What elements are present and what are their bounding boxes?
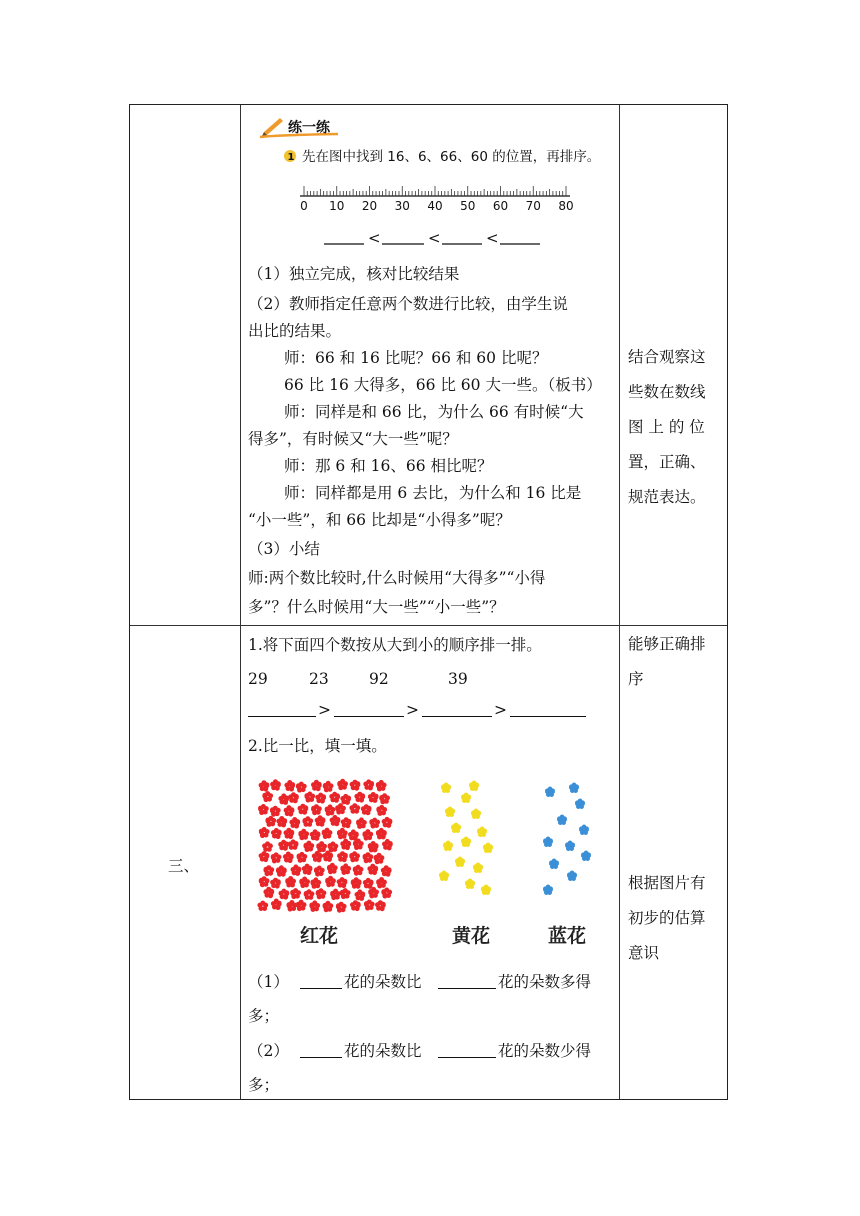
flower-icon [361,804,372,815]
flower-icon [316,841,327,852]
flower-icon [309,900,320,911]
flower-icon [543,837,553,847]
flower-icon [350,780,361,791]
flower-icon [355,889,366,900]
flower-icon [312,851,323,862]
middle-text-line: （1）独立完成，核对比较结果 [248,265,460,283]
fill-2-text-b: 花的朵数少得 [498,1042,592,1060]
middle-text-line: （2）教师指定任意两个数进行比较，由学生说 [248,295,568,313]
flower-icon [259,827,270,838]
objective-text-line: 初步的估算 [628,909,706,927]
label-red-flower: 红花 [300,925,339,947]
flower-icon [549,859,559,869]
flower-icon [543,885,553,895]
desc-blank-2 [334,702,404,717]
flower-icon [258,804,269,815]
label-blue-flower: 蓝花 [548,925,587,947]
number-line-label: 20 [361,199,378,213]
number-line-label: 60 [492,199,509,213]
flower-icon [363,779,374,790]
gt-sign-3: > [494,701,507,719]
flower-icon [303,841,314,852]
flower-icon [367,864,378,875]
flower-icon [379,793,390,804]
objective-text-line: 序 [628,670,644,688]
flower-icon [337,851,348,862]
flower-icon [263,865,274,876]
flower-icon [362,829,373,840]
flower-icon [325,804,336,815]
number-line-labels [300,199,573,213]
number-line-label: 0 [300,199,308,213]
flower-icon [369,818,380,829]
number-line-label: 70 [525,199,541,213]
flower-icon [302,816,313,827]
flower-icon [565,841,575,851]
flower-icon [290,888,301,899]
flower-icon [327,863,338,874]
flower-icon [351,877,362,888]
flower-icon [263,887,274,898]
objective-text-line: 结合观察这 [628,348,706,366]
number-line [300,186,570,196]
flower-icon [581,851,591,861]
column-divider-1 [240,105,241,1099]
flower-icon [340,888,351,899]
number-line-label: 80 [558,199,574,213]
question-2: 2.比一比，填一填。 [248,737,387,755]
flower-icon [259,780,270,791]
fill-2-text-a: 花的朵数比 [344,1042,422,1060]
flower-icon [323,781,334,792]
flower-icon [270,779,281,790]
flower-icon [469,781,479,791]
flower-icon [296,900,307,911]
flower-icon [271,828,282,839]
flower-icon [368,792,379,803]
flower-icon [265,816,276,827]
objective-text-line: 图 上 的 位 [628,418,705,436]
row-divider [130,625,727,626]
flower-icon [567,871,577,881]
yellow-flower-group [439,781,493,895]
flower-icon [330,815,341,826]
flower-icon [349,803,360,814]
column-divider-2 [619,105,620,1099]
flower-icon [455,857,465,867]
gt-sign-2: > [406,701,419,719]
flower-icon [311,780,322,791]
middle-text-line: （3）小结 [248,540,320,558]
flower-icon [353,865,364,876]
flower-icon [278,793,289,804]
flower-icon [575,799,585,809]
middle-text-line: 师：同样都是用 6 去比，为什么和 16 比是 [284,484,582,502]
flower-icon [325,876,336,887]
flower-icon [461,793,471,803]
ordering-blanks [324,229,540,247]
flower-icon [445,807,455,817]
fill-2-blank-a [300,1043,342,1058]
flower-icon [439,871,449,881]
flower-icon [297,852,308,863]
flower-icon [288,792,299,803]
flower-icon [316,888,327,899]
middle-text-line: 出比的结果。 [248,322,342,340]
fill-1-text-b: 花的朵数多得 [498,973,592,991]
middle-text-line: 师：同样是和 66 比，为什么 66 有时候“大 [284,403,584,421]
flower-icon [286,900,297,911]
number-39: 39 [448,670,468,688]
flower-icon [337,779,348,790]
objective-text-line: 能够正确排 [628,635,706,653]
flower-icon [328,842,339,853]
flower-icon [340,794,351,805]
flower-icon [302,864,313,875]
flower-icon [473,863,483,873]
section-label: 三、 [168,857,200,875]
flower-icon [382,817,393,828]
flower-icon [311,804,322,815]
flower-icon [579,825,589,835]
flower-icon [329,792,340,803]
number-92: 92 [369,670,389,688]
flower-icon [337,828,348,839]
flowers-figure [252,772,608,954]
flower-icon [288,839,299,850]
red-flower-group [257,779,392,913]
desc-blank-4 [510,702,586,717]
flower-icon [323,901,334,912]
desc-blank-3 [422,702,492,717]
flower-icon [304,792,315,803]
number-line-label: 30 [394,199,410,213]
flower-icon [270,878,281,889]
objective-text-line: 规范表达。 [628,488,706,506]
flower-icon [557,815,567,825]
practice-illustration [258,110,608,252]
flower-icon [376,805,387,816]
number-23: 23 [309,670,329,688]
flower-icon [336,902,347,913]
fill-2-blank-b [438,1043,496,1058]
objective-text-line: 意识 [628,944,660,962]
middle-text-line: “小一些”，和 66 比却是“小得多”呢？ [248,511,511,529]
flower-icon [335,803,346,814]
objective-text-line: 些数在数线 [628,383,706,401]
flower-icon [483,843,493,853]
flower-icon [259,851,270,862]
lt-sign-1: < [368,229,381,247]
number-line-label: 50 [460,199,476,213]
objective-text-line: 根据图片有 [628,874,706,892]
objective-text-line: 置，正确、 [628,453,706,471]
flower-icon [337,877,348,888]
fill-2-prefix: （2） [248,1042,289,1060]
flower-icon [299,877,310,888]
label-yellow-flower: 黄花 [452,925,491,947]
flower-icon [310,877,321,888]
middle-text-line: 师：那 6 和 16、66 相比呢？ [284,457,493,475]
flower-icon [257,901,268,911]
middle-text-line: 66 比 16 大得多，66 比 60 大一些。（板书） [284,376,602,394]
flower-icon [278,840,289,851]
flower-icon [279,889,290,900]
number-line-label: 40 [427,199,443,213]
practice-badge: 练一练 [288,120,330,136]
fill-1-end: 多； [248,1007,280,1025]
flower-icon [304,889,315,900]
flower-icon [443,841,453,851]
practice-figure [258,110,608,252]
flower-icon [441,783,451,793]
fill-line-1 [248,972,618,994]
flower-icon [289,817,300,828]
flower-icon [284,805,295,816]
number-29: 29 [248,670,268,688]
flower-icon [374,853,385,864]
flowers-illustration [252,772,608,954]
flower-icon [471,809,481,819]
middle-text-line: 得多”，有时候又“大一些”呢？ [248,430,458,448]
flower-icon [349,851,360,862]
flower-icon [262,841,273,851]
flower-icon [298,829,309,840]
flower-icon [315,793,326,804]
flower-icon [262,791,273,802]
flower-icon [296,782,307,793]
flower-icon [381,865,392,876]
flower-icon [285,876,296,887]
fill-1-text-a: 花的朵数比 [344,973,422,991]
flower-icon [330,889,341,900]
desc-blank-1 [248,702,316,717]
descending-order-blanks [248,700,588,722]
flower-icon [481,885,491,895]
practice-question: 先在图中找到 16、6、66、60 的位置，再排序。 [302,149,601,165]
middle-text-line: 师：66 和 16 比呢？66 和 60 比呢？ [284,349,548,367]
flower-icon [368,841,379,852]
flower-icon [376,780,387,791]
flower-icon [363,852,374,863]
flower-icon [270,806,281,817]
flower-icon [298,804,309,815]
flower-icon [259,876,270,887]
middle-text-line: 师:两个数比较时,什么时候用“大得多”“小得 [248,569,546,587]
flower-icon [291,864,302,875]
flower-icon [376,877,387,888]
middle-text-line: 多”？什么时候用“大一些”“小一些”？ [248,598,505,616]
question-1: 1.将下面四个数按从大到小的顺序排一排。 [248,636,542,654]
flower-icon [375,900,386,911]
flower-icon [363,878,374,889]
flower-icon [382,839,393,850]
flower-icon [284,828,295,839]
flower-icon [271,899,282,910]
flower-icon [477,827,487,837]
blue-flower-group [543,783,591,895]
flower-icon [376,828,387,839]
flower-icon [545,787,555,797]
fill-1-blank-b [438,974,496,989]
gt-sign-1: > [318,701,331,719]
flower-icon [381,888,392,899]
flower-icon [314,866,325,877]
fill-2-end: 多； [248,1076,280,1094]
flower-icon [322,828,333,839]
flower-icon [341,817,352,828]
flower-icon [465,879,475,889]
flower-icon [283,852,294,863]
number-line-label: 10 [329,199,345,213]
flower-icon [569,783,579,793]
flower-icon [350,900,361,911]
flower-icon [354,792,365,803]
flower-icon [451,823,461,833]
question-number: 1 [287,152,295,163]
flower-icon [340,863,351,874]
fill-line-2 [248,1041,618,1063]
flower-icon [364,900,375,911]
flower-icon [356,817,367,828]
fill-1-blank-a [300,974,342,989]
flower-icon [271,852,282,863]
fill-1-prefix: （1） [248,973,289,991]
flower-icon [461,837,471,847]
flower-icon [340,839,351,850]
flower-icon [276,816,287,827]
flower-icon [310,829,321,840]
flower-icon [276,865,287,876]
lt-sign-2: < [428,229,441,247]
flower-icon [284,780,295,791]
flower-icon [315,815,326,826]
lt-sign-3: < [486,229,499,247]
